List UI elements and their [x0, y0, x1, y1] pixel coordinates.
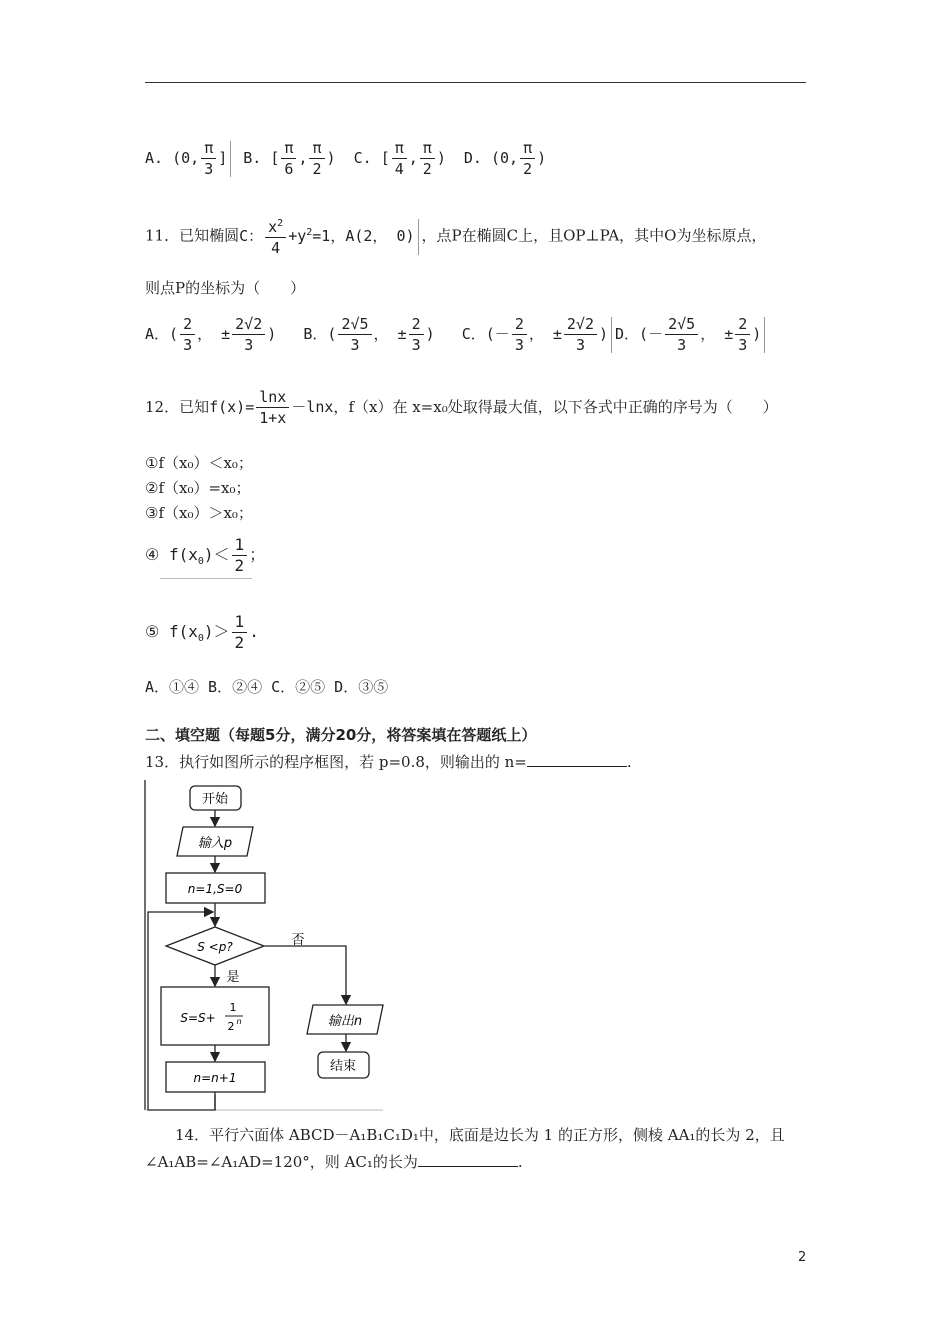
q12-item-5: ⑤ $f(x_0)>$ $\frac{1}{2}$ . — [145, 612, 259, 652]
page-number: 2 — [798, 1250, 807, 1265]
flowchart-yes-label: 是 — [226, 970, 240, 985]
flowchart — [140, 778, 390, 1114]
flowchart-update-s-num: 1 — [229, 1001, 237, 1014]
q12-item-2: ②f（x₀）=x₀； — [145, 479, 251, 497]
flowchart-decision-label: S <p? — [197, 940, 233, 954]
q11-stem-line2: 则点P的坐标为（ ） — [145, 279, 306, 297]
q12-options: A．①④ B．②④ C．②⑤ D．③⑤ — [145, 678, 389, 696]
flowchart-input-label: 输入p — [197, 836, 233, 851]
flowchart-init-label: n=1,S=0 — [187, 882, 243, 896]
q14-stem-line2: ∠A₁AB=∠A₁AD=120°，则 AC₁的长为 . — [145, 1150, 523, 1172]
header-rule — [145, 82, 806, 83]
flowchart-update-s-label: S=S+ — [180, 1011, 216, 1025]
q12-stem: 12．已知f(x)= $\frac{\ln x}{1+x}$ －lnx，f（x）在 x=x₀处取得最大值，以下各式中正确的序号为（ ） — [145, 388, 778, 427]
q12-item-3: ③f（x₀）＞x₀； — [145, 504, 253, 522]
q14-answer-blank[interactable] — [418, 1150, 518, 1167]
q11-stem: 11．已知椭圆C： $\frac{x^2}{4}$ $+y^2=1$，A(2， 0) ，点P在椭圆C上，且OP⊥PA，其中O为坐标原点， — [145, 214, 766, 258]
flowchart-no-label: 否 — [291, 933, 305, 948]
q12-item-4: ④ $f(x_0)<$ $\frac{1}{2}$ ； — [145, 535, 266, 575]
flowchart-update-s-den: 2 — [227, 1020, 235, 1033]
flowchart-output-label: 输出n — [327, 1014, 363, 1029]
q13-stem: 13．执行如图所示的程序框图，若 p=0.8，则输出的 n= . — [145, 750, 632, 772]
flowchart-update-n-label: n=n+1 — [193, 1071, 237, 1085]
q12-item-1: ①f（x₀）＜x₀； — [145, 454, 253, 472]
flowchart-update-s-den-sup: n — [236, 1017, 242, 1026]
flowchart-end-label: 结束 — [329, 1059, 357, 1074]
flowchart-start-label: 开始 — [201, 792, 229, 807]
q13-answer-blank[interactable] — [527, 750, 627, 767]
section-title: 二、填空题（每题5分，满分20分，将答案填在答题纸上） — [145, 726, 537, 744]
q10-options: A. (0, $\frac{\pi}{3}$ ] B. [ $\frac{\pi}{6}$ , $\frac{\pi}{2}$ ) C. [ $\frac{\pi}{4}$ , $\frac{\pi}{2}$ ) D. (0, $\frac{\pi}{2}$ ) — [145, 139, 547, 178]
q11-options: A．( $\frac{2}{3}$ ， ± $\frac{2√2}{3}$ ) B．( $\frac{2√5}{3}$ ， ± $\frac{2}{3}$ ) C．(－ $\frac{2}{3}$ ， ± $\frac{2√2}{3}$ ) D．(－ $\frac{2√5}{3}$ ， ± $\frac{2}{3}$ ) — [145, 314, 768, 355]
q12-item-4-underline — [160, 578, 252, 579]
q14-stem-line1: 14．平行六面体 ABCD－A₁B₁C₁D₁中，底面是边长为 1 的正方形，侧棱 AA₁的长为 2，且 — [175, 1126, 785, 1144]
